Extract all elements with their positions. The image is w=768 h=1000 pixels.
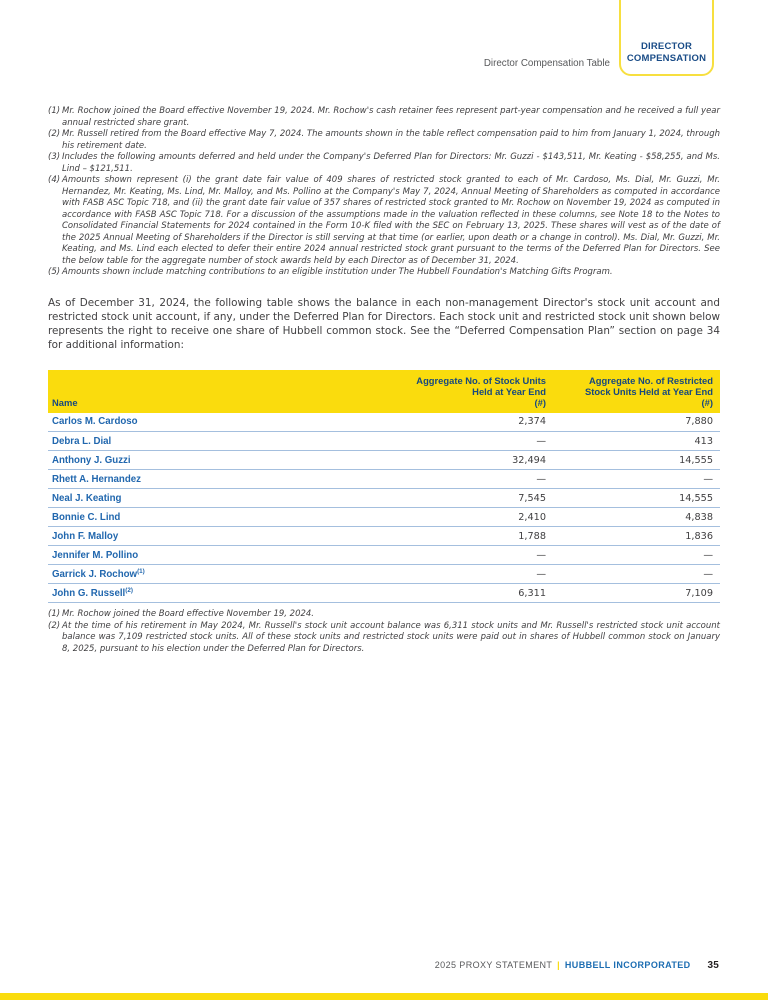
restricted-units-value: — — [553, 546, 720, 565]
section-tab-line2: COMPENSATION — [626, 53, 707, 64]
restricted-units-value: 1,836 — [553, 527, 720, 546]
column-header-restricted-units — [553, 370, 720, 413]
director-name — [48, 584, 360, 603]
stock-units-value: — — [360, 565, 553, 584]
table-row — [48, 546, 720, 565]
column-header-line: (#) — [534, 396, 546, 408]
table-row — [48, 584, 720, 603]
footer-separator: | — [557, 960, 560, 970]
table-row — [48, 451, 720, 470]
stock-units-value: 32,494 — [360, 451, 553, 470]
footnote — [48, 267, 720, 279]
restricted-units-value: 413 — [553, 432, 720, 451]
page-number: 35 — [707, 960, 719, 971]
section-tab-director-compensation — [619, 0, 714, 76]
stock-units-value: — — [360, 432, 553, 451]
stock-units-value: 7,545 — [360, 489, 553, 508]
director-name-sup: (1) — [137, 567, 145, 575]
restricted-units-value: — — [553, 470, 720, 489]
director-name-text: Debra L. Dial — [52, 435, 112, 447]
column-header-stock-units — [360, 370, 553, 413]
footnote — [48, 609, 720, 621]
stock-units-value: 2,410 — [360, 508, 553, 527]
director-name-text: Carlos M. Cardoso — [52, 416, 138, 428]
footnote-number: (1) — [48, 106, 61, 116]
footnote — [48, 106, 720, 129]
table-row — [48, 470, 720, 489]
director-name — [48, 432, 360, 451]
table-row — [48, 489, 720, 508]
director-name-text: Bonnie C. Lind — [52, 511, 121, 523]
director-name-sup: (2) — [125, 586, 133, 594]
footnote — [48, 129, 720, 152]
director-name-text: Rhett A. Hernandez — [52, 473, 141, 485]
director-name — [48, 413, 360, 432]
footnote-text: Amounts shown represent (i) the grant date fair value of 409 shares of restricted stock granted to each of Mr. Cardoso, Ms. Dial, Mr. Guzzi, Mr. Hernandez, Mr. Keating, Ms. Lind, Mr. Malloy, and Ms. Pollino at the Company's May 7, 2024, Annual Meeting of Shareholders as computed in accordance with FASB ASC Topic 718, and (ii) the grant date fair value of 357 shares of restricted stock granted to Mr. Rochow on November 19, 2024 as computed in accordance with FASB ASC Topic 718. For a discussion of the assumptions made in the valuation reflected in these columns, see Note 18 to the Notes to Consolidated Financial Statements for 2024 contained in the Form 10-K filed with the SEC on February 13, 2025. These shares will vest as of the date of the 2025 Annual Meeting of Shareholders if the Director is still serving at that time (or earlier, upon death or a change in control). Ms. Dial, Mr. Guzzi, Mr. Keating, and Ms. Lind each elected to defer their entire 2024 annual restricted stock grant pursuant to the terms of the Deferred Plan for Directors. See the below table for the aggregate number of stock awards held by each Director as of December 31, 2024. — [62, 175, 720, 266]
footer-company-name: HUBBELL INCORPORATED — [564, 960, 691, 970]
footnote-number: (2) — [48, 129, 61, 139]
section-tab-line1: DIRECTOR — [640, 41, 693, 52]
table-row — [48, 527, 720, 546]
stock-units-table — [48, 370, 720, 604]
footnote-number: (1) — [48, 609, 61, 619]
top-footnotes — [48, 106, 720, 279]
stock-units-value: 1,788 — [360, 527, 553, 546]
director-name — [48, 489, 360, 508]
footnote-number: (5) — [48, 267, 61, 277]
director-name-text: Neal J. Keating — [52, 492, 122, 504]
director-name — [48, 451, 360, 470]
stock-units-value: — — [360, 546, 553, 565]
footnote — [48, 621, 720, 656]
breadcrumb: Director Compensation Table — [483, 58, 610, 69]
column-header-line: Aggregate No. of Stock Units — [416, 374, 546, 386]
footnote-text: Mr. Russell retired from the Board effective May 7, 2024. The amounts shown in the table reflect compensation paid to him from January 1, 2024, through his retirement date. — [62, 129, 720, 151]
column-header-line: Aggregate No. of Restricted — [589, 374, 713, 386]
bottom-footnotes — [48, 609, 720, 655]
director-name — [48, 546, 360, 565]
restricted-units-value: — — [553, 565, 720, 584]
director-name — [48, 565, 360, 584]
column-header-name: Name — [48, 370, 360, 413]
footnote-text: Includes the following amounts deferred and held under the Company's Deferred Plan for Directors: Mr. Guzzi - $143,511, Mr. Keating - $58,255, and Ms. Lind – $121,511. — [62, 152, 720, 174]
director-name — [48, 527, 360, 546]
page-content — [48, 106, 720, 655]
footnote-number: (3) — [48, 152, 61, 162]
column-header-line: (#) — [701, 396, 713, 408]
stock-units-value: — — [360, 470, 553, 489]
footnote-number: (2) — [48, 620, 61, 631]
table-row — [48, 432, 720, 451]
restricted-units-value: 14,555 — [553, 451, 720, 470]
page-footer — [435, 960, 719, 971]
column-header-line: Stock Units Held at Year End — [585, 385, 713, 397]
restricted-units-value: 7,880 — [553, 413, 720, 432]
restricted-units-value: 7,109 — [553, 584, 720, 603]
stock-units-table-header — [48, 370, 720, 413]
stock-units-value: 6,311 — [360, 584, 553, 603]
director-name-text: John G. Russell — [52, 587, 126, 599]
director-name-text: John F. Malloy — [52, 530, 119, 542]
footnote — [48, 152, 720, 175]
director-name-text: Anthony J. Guzzi — [52, 454, 131, 466]
footnote-text: Amounts shown include matching contributions to an eligible institution under The Hubbell Foundation's Matching Gifts Program. — [62, 267, 613, 277]
footnote — [48, 175, 720, 267]
director-name — [48, 470, 360, 489]
column-header-line: Held at Year End — [472, 385, 546, 397]
footnote-text: Mr. Rochow joined the Board effective November 19, 2024. — [62, 609, 314, 619]
bottom-yellow-bar — [0, 993, 768, 1000]
footnote-text: Mr. Rochow joined the Board effective November 19, 2024. Mr. Rochow's cash retainer fees represent part-year compensation and he received a full year annual restricted share grant. — [62, 106, 720, 128]
restricted-units-value: 4,838 — [553, 508, 720, 527]
footnote-text: At the time of his retirement in May 2024, Mr. Russell's stock unit account balance was 6,311 stock units and Mr. Russell's restricted stock unit account balance was 7,109 restricted stock units. All of these stock units and restricted stock units were paid out in shares of Hubbell common stock on January 8, 2025, pursuant to his election under the Deferred Plan for Directors. — [62, 620, 720, 654]
footnote-number: (4) — [48, 175, 61, 185]
footer-proxy-statement: 2025 PROXY STATEMENT — [434, 960, 553, 970]
intro-paragraph: As of December 31, 2024, the following table shows the balance in each non-management Director's stock unit account and restricted stock unit account, if any, under the Deferred Plan for Directors. Each stock unit and restricted stock unit shown below represents the right to receive one share of Hubbell common stock. See the “Deferred Compensation Plan” section on page 34 for additional information: — [48, 296, 720, 351]
restricted-units-value: 14,555 — [553, 489, 720, 508]
stock-units-value: 2,374 — [360, 413, 553, 432]
director-name-text: Garrick J. Rochow — [52, 568, 138, 580]
director-name-text: Jennifer M. Pollino — [52, 549, 139, 561]
table-row — [48, 413, 720, 432]
director-name — [48, 508, 360, 527]
table-row — [48, 508, 720, 527]
table-row — [48, 565, 720, 584]
